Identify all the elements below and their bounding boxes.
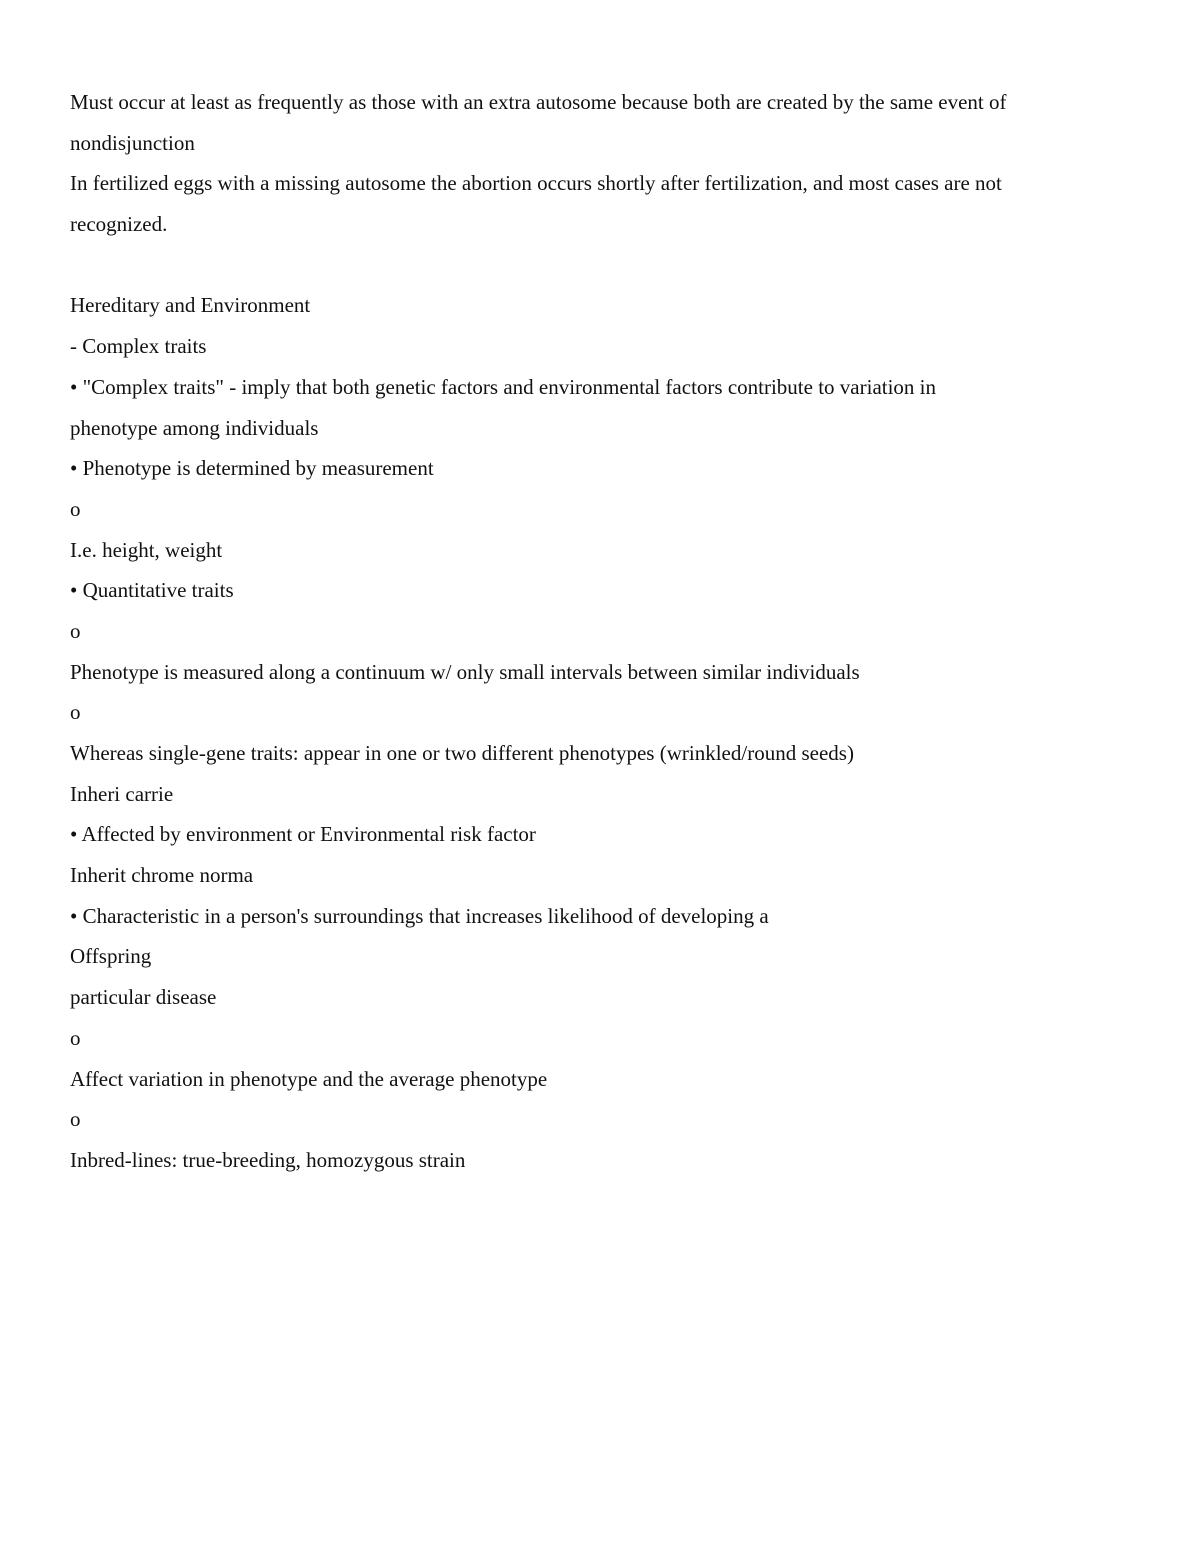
sub-bullet-marker: o <box>70 1107 81 1132</box>
text-line: phenotype among individuals <box>70 415 319 440</box>
blank-line <box>70 245 1150 286</box>
sub-bullet-marker: o <box>70 1025 81 1050</box>
text-line: Must occur at least as frequently as those with an extra autosome because both are created by the same event of <box>70 90 1007 114</box>
bullet-line: • Characteristic in a person's surroundings that increases likelihood of developing a <box>70 903 769 928</box>
section-heading: Hereditary and Environment <box>70 293 311 318</box>
text-line: particular disease <box>70 985 217 1010</box>
bullet-line: • Affected by environment or Environmental risk factor <box>70 822 536 847</box>
document-body <box>70 82 1150 1181</box>
text-line: Whereas single-gene traits: appear in one or two different phenotypes (wrinkled/round seeds) <box>70 741 854 765</box>
text-line: Inheri carrie <box>70 781 174 806</box>
text-line: Inherit chrome norma <box>70 863 254 888</box>
bullet-line: • Quantitative traits <box>70 578 234 603</box>
text-line: Affect variation in phenotype and the average phenotype <box>70 1066 548 1091</box>
sub-bullet-marker: o <box>70 618 81 643</box>
text-line: Offspring <box>70 944 152 969</box>
text-line: nondisjunction <box>70 130 195 155</box>
text-line: Inbred-lines: true-breeding, homozygous strain <box>70 1147 466 1172</box>
sub-bullet-marker: o <box>70 700 81 725</box>
sub-bullet-marker: o <box>70 496 81 521</box>
text-line: Phenotype is measured along a continuum w/ only small intervals between similar individuals <box>70 659 860 684</box>
bullet-line: • Phenotype is determined by measurement <box>70 456 434 481</box>
text-line: recognized. <box>70 212 168 237</box>
text-line: In fertilized eggs with a missing autosome the abortion occurs shortly after fertilization, and most cases are not <box>70 171 1002 196</box>
bullet-line: • "Complex traits" - imply that both genetic factors and environmental factors contribute to variation in <box>70 374 937 399</box>
text-line: I.e. height, weight <box>70 537 223 562</box>
text-line: - Complex traits <box>70 334 207 359</box>
